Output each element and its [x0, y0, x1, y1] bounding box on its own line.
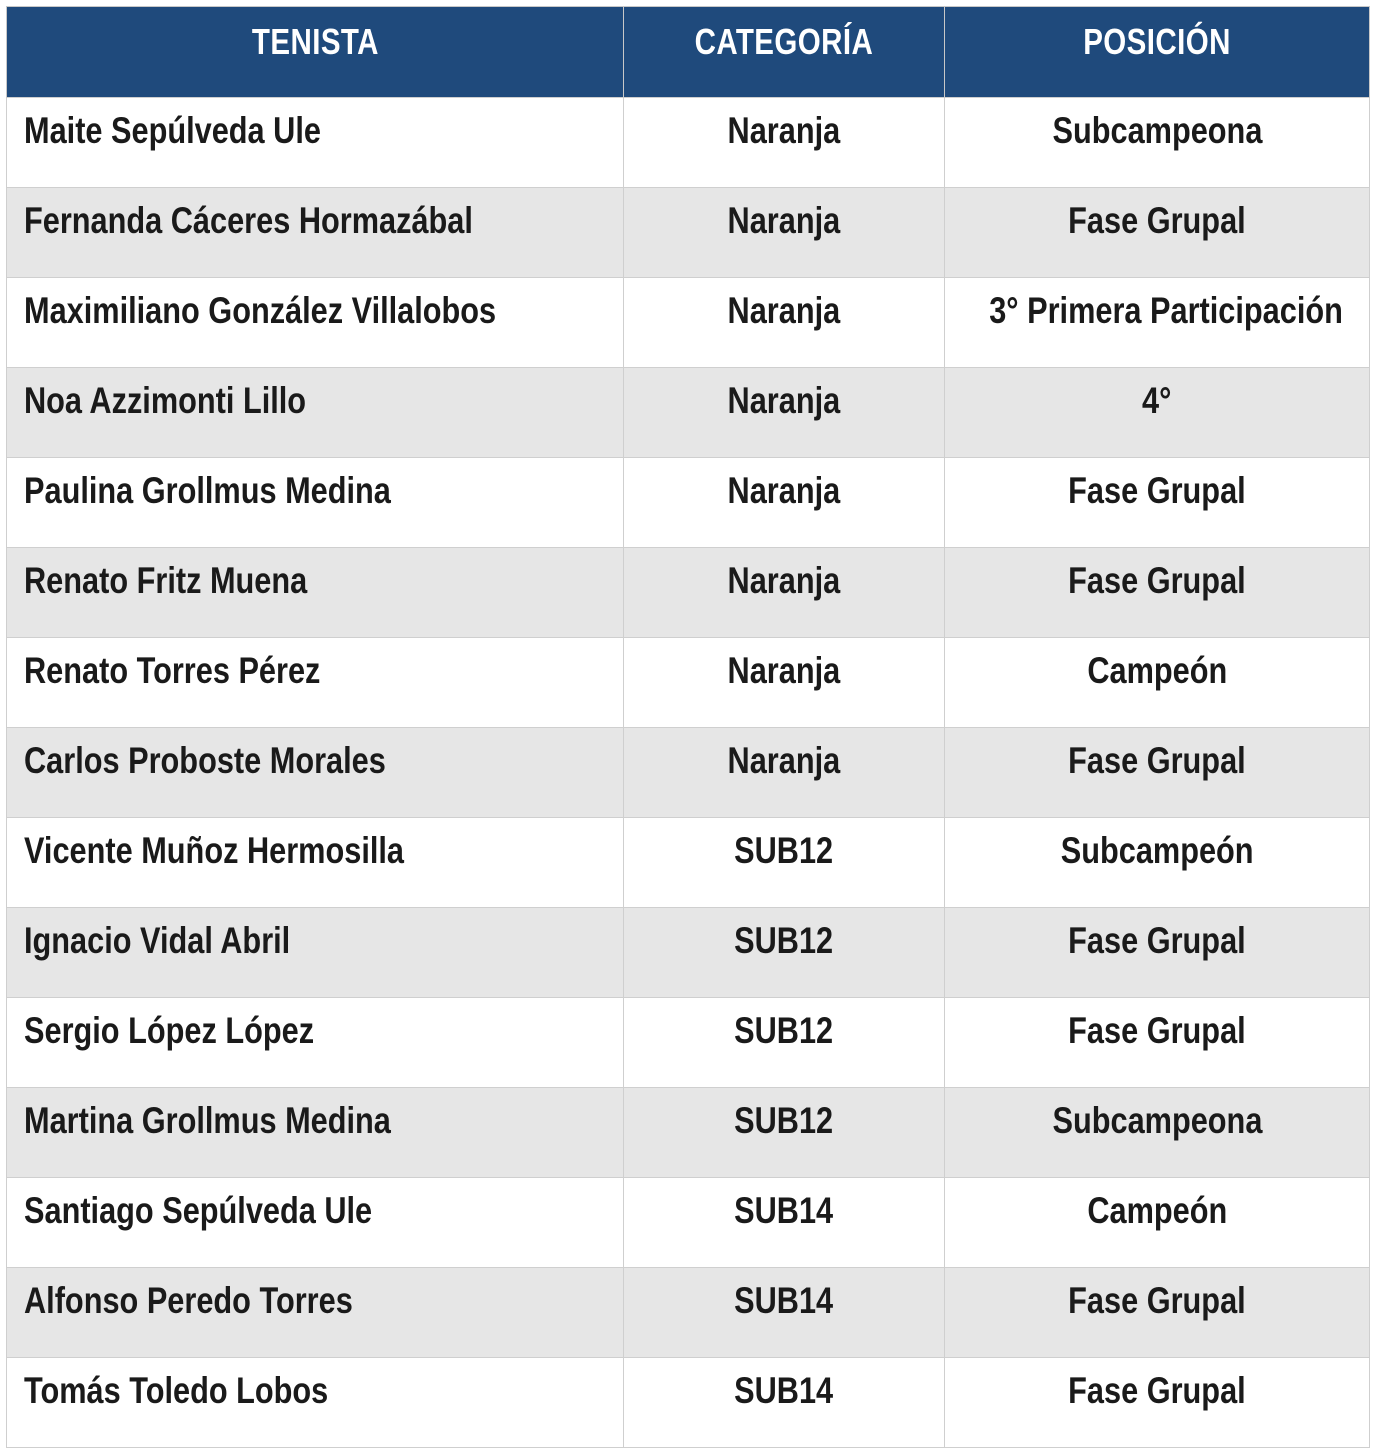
table-row — [7, 1358, 1370, 1448]
table-row — [7, 638, 1370, 728]
categoria-cell: Naranja — [624, 638, 945, 728]
posicion-cell: Subcampeón — [945, 818, 1370, 908]
table-row — [7, 368, 1370, 458]
table-row — [7, 1268, 1370, 1358]
column-header-tenista: TENISTA — [7, 7, 624, 98]
table-row — [7, 548, 1370, 638]
table-row — [7, 278, 1370, 368]
table-header — [7, 7, 1370, 98]
categoria-cell: Naranja — [624, 188, 945, 278]
tenista-cell: Santiago Sepúlveda Ule — [7, 1178, 624, 1268]
table-row — [7, 818, 1370, 908]
tenista-cell: Maximiliano González Villalobos — [7, 278, 624, 368]
posicion-cell: Fase Grupal — [945, 908, 1370, 998]
categoria-cell: Naranja — [624, 458, 945, 548]
posicion-cell: 3° Primera Participación — [945, 278, 1370, 368]
categoria-cell: SUB14 — [624, 1178, 945, 1268]
tenista-cell: Alfonso Peredo Torres — [7, 1268, 624, 1358]
categoria-cell: Naranja — [624, 278, 945, 368]
categoria-cell: SUB12 — [624, 818, 945, 908]
table-row — [7, 458, 1370, 548]
categoria-cell: SUB12 — [624, 908, 945, 998]
categoria-cell: Naranja — [624, 728, 945, 818]
posicion-cell: Subcampeona — [945, 1088, 1370, 1178]
posicion-cell: 4° — [945, 368, 1370, 458]
column-header-categoria: CATEGORÍA — [624, 7, 945, 98]
table-body — [7, 98, 1370, 1448]
tenista-cell: Tomás Toledo Lobos — [7, 1358, 624, 1448]
tenista-cell: Sergio López López — [7, 998, 624, 1088]
table-row — [7, 998, 1370, 1088]
posicion-cell: Campeón — [945, 638, 1370, 728]
posicion-cell: Fase Grupal — [945, 998, 1370, 1088]
categoria-cell: Naranja — [624, 98, 945, 188]
table-row — [7, 908, 1370, 998]
tenista-cell: Fernanda Cáceres Hormazábal — [7, 188, 624, 278]
tenista-cell: Renato Fritz Muena — [7, 548, 624, 638]
tenista-cell: Renato Torres Pérez — [7, 638, 624, 728]
tenista-cell: Noa Azzimonti Lillo — [7, 368, 624, 458]
posicion-cell: Campeón — [945, 1178, 1370, 1268]
results-table — [6, 6, 1370, 1448]
posicion-cell: Fase Grupal — [945, 1358, 1370, 1448]
posicion-cell: Fase Grupal — [945, 458, 1370, 548]
categoria-cell: Naranja — [624, 368, 945, 458]
tenista-cell: Ignacio Vidal Abril — [7, 908, 624, 998]
categoria-cell: SUB14 — [624, 1358, 945, 1448]
tenista-cell: Martina Grollmus Medina — [7, 1088, 624, 1178]
tenista-cell: Maite Sepúlveda Ule — [7, 98, 624, 188]
categoria-cell: SUB14 — [624, 1268, 945, 1358]
table-row — [7, 1088, 1370, 1178]
posicion-cell: Fase Grupal — [945, 188, 1370, 278]
categoria-cell: SUB12 — [624, 998, 945, 1088]
table-row — [7, 1178, 1370, 1268]
column-header-posicion: POSICIÓN — [945, 7, 1370, 98]
categoria-cell: SUB12 — [624, 1088, 945, 1178]
tenista-cell: Carlos Proboste Morales — [7, 728, 624, 818]
posicion-cell: Subcampeona — [945, 98, 1370, 188]
tenista-cell: Vicente Muñoz Hermosilla — [7, 818, 624, 908]
posicion-cell: Fase Grupal — [945, 728, 1370, 818]
categoria-cell: Naranja — [624, 548, 945, 638]
tenista-cell: Paulina Grollmus Medina — [7, 458, 624, 548]
posicion-cell: Fase Grupal — [945, 1268, 1370, 1358]
table-row — [7, 188, 1370, 278]
header-row — [7, 7, 1370, 98]
posicion-cell: Fase Grupal — [945, 548, 1370, 638]
table-row — [7, 728, 1370, 818]
table-row — [7, 98, 1370, 188]
